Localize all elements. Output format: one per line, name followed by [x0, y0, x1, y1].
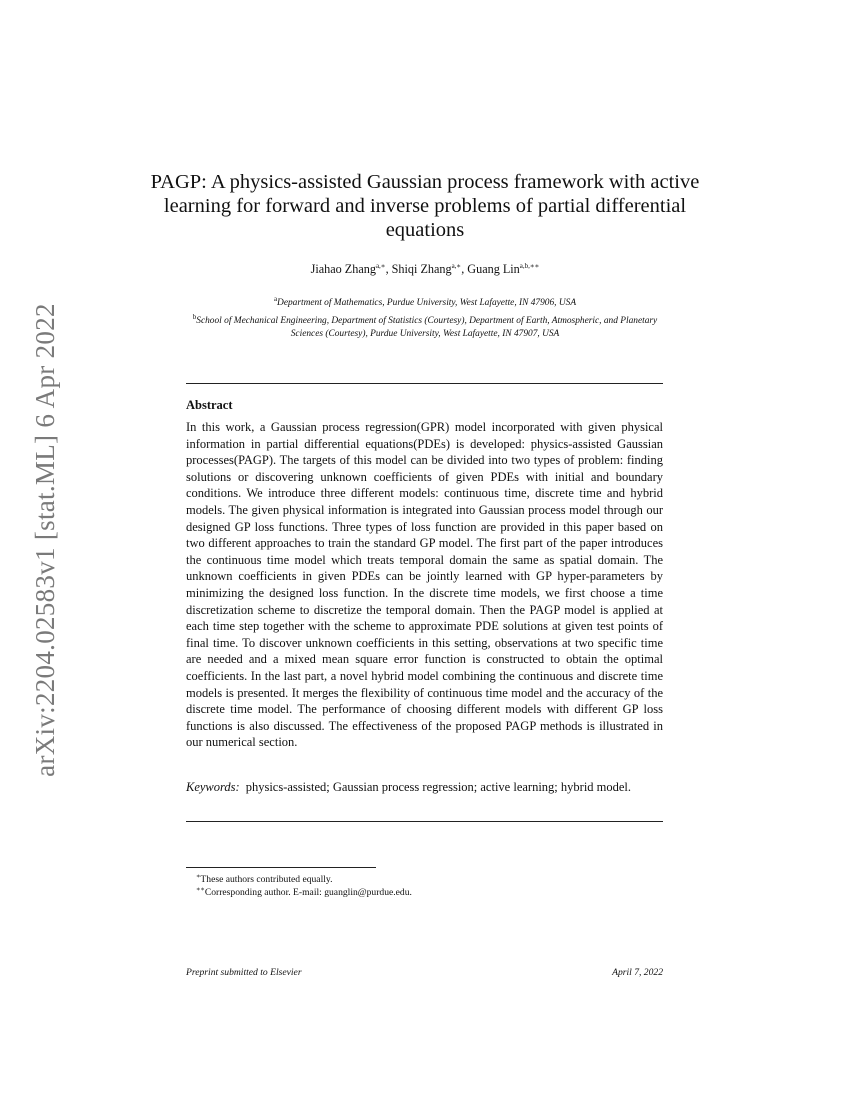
author-marks: a,b,∗∗	[519, 262, 540, 270]
footnote-2: ∗∗Corresponding author. E-mail: guanglin@purdue.edu.	[196, 886, 412, 899]
footnote-rule	[186, 867, 376, 868]
affiliations	[180, 293, 670, 342]
preprint-date: April 7, 2022	[612, 967, 663, 978]
author-marks: a,∗	[451, 262, 462, 270]
abstract-body: In this work, a Gaussian process regression(GPR) model incorporated with given physical information in partial differential equations(PDEs) is developed: physics-assisted Gaussian processes(PAGP). The targets of this model can be divided into two types of problem: finding solutions or discovering unknown coefficients of given PDEs with initial and boundary conditions. We introduce three different models: continuous time, discrete time and hybrid models. The given physical information is integrated into Gaussian process model through our designed GP loss functions. Three types of loss function are provided in this paper based on two different approaches to train the standard GP model. The first part of the paper introduces the continuous time model which treats temporal domain the same as spatial domain. The unknown coefficients in given PDEs can be jointly learned with GP hyper-parameters by minimizing the designed loss function. In the discrete time models, we first choose a time discretization scheme to discretize the temporal domain. Then the PAGP model is applied at each time step together with the scheme to approximate PDE solutions at given test points of final time. To discover unknown coefficients in this setting, observations at two specific time are needed and a mixed mean square error function is constructed to obtain the optimal coefficients. In the last part, a novel hybrid model combining the continuous and discrete time models is presented. It merges the flexibility of continuous time model and the accuracy of the discrete time model. The performance of choosing different models with different GP loss functions is also discussed. The effectiveness of the proposed PAGP methods is illustrated in our numerical section.	[186, 420, 663, 750]
arxiv-side-identifier	[26, 290, 64, 790]
author-name: Shiqi Zhang	[391, 262, 452, 277]
arxiv-id-text: arXiv:2204.02583v1 [stat.ML] 6 Apr 2022	[30, 303, 60, 777]
author-name: Jiahao Zhang	[310, 262, 376, 277]
affiliation-a: $^a$Department of Mathematics, Purdue University, West Lafayette, IN 47906, USA	[273, 295, 577, 309]
footnote-1: ∗These authors contributed equally.	[196, 873, 333, 886]
abstract-heading: Abstract	[186, 398, 233, 412]
author-list: Jiahao Zhang$^{a,∗}$, Shiqi Zhang$^{a,∗}$, Guang Lin$^{a,b,∗∗}$	[310, 262, 540, 277]
author-marks: a,∗	[375, 262, 386, 270]
abstract-bottom-rule	[186, 821, 663, 822]
affiliation-b: $^b$School of Mechanical Engineering, Department of Statistics (Courtesy), Department of Earth, Atmospheric, and Planetary Sciences (Courtesy), Purdue University, West Lafayette, IN 47907, USA	[192, 312, 658, 340]
preprint-note: Preprint submitted to Elsevier	[186, 967, 302, 978]
paper-title: PAGP: A physics-assisted Gaussian process framework with active learning for forward and inverse problems of partial differential equations	[150, 171, 700, 241]
keywords-text: physics-assisted; Gaussian process regression; active learning; hybrid model.	[245, 780, 632, 794]
author-name: Guang Lin	[467, 262, 520, 277]
keywords	[186, 779, 663, 796]
abstract-top-rule	[186, 383, 663, 384]
keywords-label: Keywords:	[186, 780, 240, 794]
